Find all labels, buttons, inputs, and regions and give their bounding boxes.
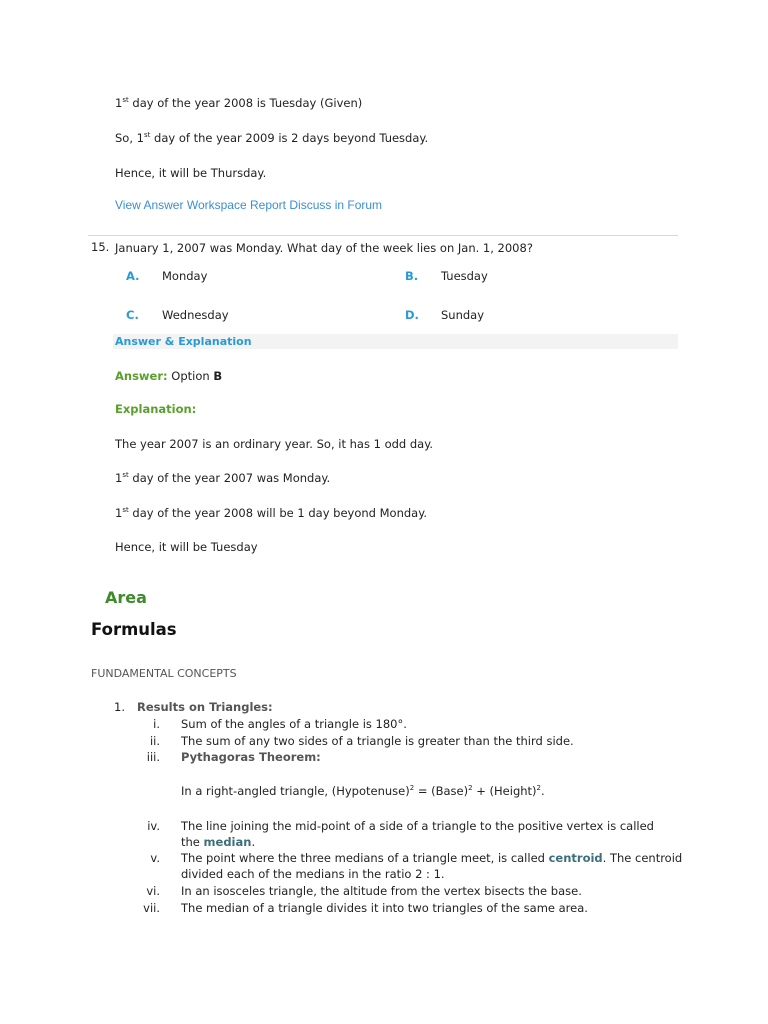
- item-text: The line joining the mid-point of a side of a triangle to the positive vertex is called: [181, 819, 654, 833]
- item-text: In an isosceles triangle, the altitude from the vertex bisects the base.: [181, 884, 582, 898]
- option-a[interactable]: [126, 269, 208, 283]
- item-text: The point where the three medians of a triangle meet, is called centroid. The centroid: [181, 851, 683, 865]
- option-letter: B.: [405, 269, 419, 283]
- answer-label: Answer:: [115, 369, 168, 383]
- discuss-in-forum-link[interactable]: Discuss in Forum: [289, 198, 383, 212]
- item-number: i.: [153, 717, 160, 731]
- divider: [88, 235, 678, 236]
- explanation-line: So, 1st day of the year 2009 is 2 days beyond Tuesday.: [115, 131, 429, 145]
- explanation-line: 1st day of the year 2008 is Tuesday (Given): [115, 96, 363, 110]
- item-number: vii.: [143, 901, 160, 915]
- area-heading: Area: [105, 588, 147, 607]
- explanation-line: Hence, it will be Thursday.: [115, 166, 267, 180]
- formulas-heading: Formulas: [91, 620, 177, 639]
- answer-line: [115, 369, 222, 383]
- item-number: vi.: [146, 884, 160, 898]
- option-c[interactable]: [126, 308, 229, 322]
- item-text: divided each of the medians in the ratio 2 : 1.: [181, 867, 445, 881]
- explanation-line: 1st day of the year 2008 will be 1 day beyond Monday.: [115, 506, 428, 520]
- item-text: the median.: [181, 835, 256, 849]
- item-number: iv.: [147, 819, 160, 833]
- item-text: The sum of any two sides of a triangle is greater than the third side.: [181, 734, 574, 748]
- item-text: Sum of the angles of a triangle is 180°.: [181, 717, 407, 731]
- list-number: 1.: [114, 700, 125, 714]
- explanation-line: 1st day of the year 2007 was Monday.: [115, 471, 331, 485]
- option-d[interactable]: [405, 308, 485, 322]
- answer-value: B: [213, 369, 223, 383]
- item-text: The median of a triangle divides it into two triangles of the same area.: [181, 901, 588, 915]
- view-answer-link[interactable]: View Answer: [115, 198, 184, 212]
- explanation-line: The year 2007 is an ordinary year. So, it has 1 odd day.: [115, 437, 434, 451]
- pythagoras-title: Pythagoras Theorem:: [181, 750, 321, 764]
- option-letter: A.: [126, 269, 140, 283]
- option-b[interactable]: [405, 269, 488, 283]
- fundamental-concepts-heading: FUNDAMENTAL CONCEPTS: [91, 667, 237, 680]
- option-letter: D.: [405, 308, 419, 322]
- item-number: v.: [150, 851, 160, 865]
- question-number: 15.: [91, 240, 110, 254]
- item-number: ii.: [149, 734, 160, 748]
- option-letter: C.: [126, 308, 139, 322]
- answer-explanation-toggle[interactable]: Answer & Explanation: [115, 335, 252, 348]
- action-links: [115, 198, 382, 212]
- pythagoras-formula: In a right-angled triangle, (Hypotenuse)$^2$ = (Base)$^2$ + (Height)$^2$.: [181, 784, 545, 798]
- option-text: Monday: [162, 269, 208, 283]
- answer-option-word: Option: [171, 369, 210, 383]
- option-text: Wednesday: [162, 308, 229, 322]
- list-title: Results on Triangles:: [137, 700, 273, 714]
- report-link[interactable]: Report: [249, 198, 287, 212]
- explanation-line: Hence, it will be Tuesday: [115, 540, 258, 554]
- explanation-label: Explanation:: [115, 402, 197, 416]
- option-text: Sunday: [441, 308, 485, 322]
- option-text: Tuesday: [441, 269, 488, 283]
- item-number: iii.: [146, 750, 160, 764]
- workspace-link[interactable]: Workspace: [186, 198, 247, 212]
- question-text: January 1, 2007 was Monday. What day of the week lies on Jan. 1, 2008?: [115, 241, 533, 255]
